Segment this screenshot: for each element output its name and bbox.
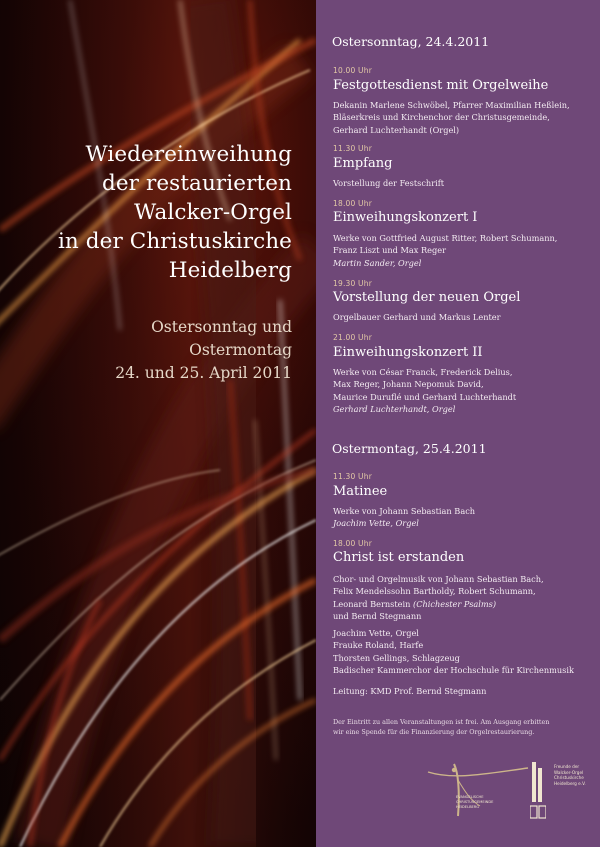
performer: Badischer Kammerchor der Hochschule für Kirchenmusik bbox=[333, 664, 574, 675]
event-line: Orgelbauer Gerhard und Markus Lenter bbox=[333, 312, 501, 322]
event-performer: Gerhard Luchterhandt, Orgel bbox=[333, 403, 456, 414]
performer: Frauke Roland, Harfe bbox=[333, 640, 424, 651]
logo-line: Freunde der bbox=[554, 764, 580, 769]
title-line: Wiedereinweihung bbox=[85, 142, 292, 167]
event-line: Werke von Gottfried August Ritter, Robert Schumann, bbox=[333, 233, 558, 243]
event-performer: Joachim Vette, Orgel bbox=[333, 518, 419, 529]
event-line: Maurice Duruflé und Gerhard Luchterhandt bbox=[333, 391, 517, 402]
event-description bbox=[333, 573, 544, 622]
event-line: Werke von César Franck, Frederick Delius, bbox=[333, 367, 513, 377]
event-time: 18.00 Uhr bbox=[333, 539, 372, 548]
poster-dates bbox=[12, 316, 292, 385]
event-line: Dekanin Marlene Schwöbel, Pfarrer Maximilian Heßlein, bbox=[333, 100, 570, 110]
event-time: 18.00 Uhr bbox=[333, 199, 372, 208]
work-title: (Chichester Psalms) bbox=[413, 598, 497, 609]
event-line: Max Reger, Johann Nepomuk David, bbox=[333, 379, 484, 390]
logo-line: Christuskirche bbox=[554, 775, 584, 780]
event-line: Felix Mendelssohn Bartholdy, Robert Schumann, bbox=[333, 586, 536, 597]
performer: Joachim Vette, Orgel bbox=[333, 628, 419, 638]
organ-pipes-logo bbox=[530, 760, 546, 820]
event-description bbox=[333, 311, 501, 323]
conductor: Leitung: KMD Prof. Bernd Stegmann bbox=[333, 686, 487, 696]
event-time: 21.00 Uhr bbox=[333, 333, 372, 342]
church-logo bbox=[424, 760, 534, 820]
poster-title bbox=[12, 140, 292, 285]
logo-line: Heidelberg e.V. bbox=[554, 780, 586, 786]
event-time: 10.00 Uhr bbox=[333, 66, 372, 75]
event-line: Vorstellung der Festschrift bbox=[333, 178, 445, 188]
program-panel bbox=[316, 0, 600, 847]
event-title: Vorstellung der neuen Orgel bbox=[333, 290, 521, 305]
date-line: 24. und 25. April 2011 bbox=[115, 364, 292, 382]
title-line: in der Christuskirche bbox=[57, 229, 292, 254]
event-line: Franz Liszt und Max Reger bbox=[333, 245, 447, 256]
event-time: 11.30 Uhr bbox=[333, 472, 372, 481]
event-line: Gerhard Luchterhandt (Orgel) bbox=[333, 124, 460, 135]
logo-line: HEIDELBERG bbox=[456, 805, 480, 809]
event-title: Empfang bbox=[333, 156, 393, 171]
admission-note bbox=[333, 717, 549, 737]
event-description bbox=[333, 366, 516, 415]
note-line: Der Eintritt zu allen Veranstaltungen ist frei. Am Ausgang erbitten bbox=[333, 718, 550, 726]
performer: Thorsten Gellings, Schlagzeug bbox=[333, 652, 460, 663]
event-description bbox=[333, 505, 475, 530]
day-heading: Ostersonntag, 24.4.2011 bbox=[332, 34, 490, 49]
event-line: Bläserkreis und Kirchenchor der Christusgemeinde, bbox=[333, 112, 550, 123]
event-line: und Bernd Stegmann bbox=[333, 610, 422, 621]
event-line bbox=[333, 598, 544, 610]
event-line: Chor- und Orgelmusik von Johann Sebastian Bach, bbox=[333, 574, 544, 584]
date-line: Ostermontag bbox=[189, 341, 292, 359]
logo-line: EVANGELISCHE bbox=[456, 795, 484, 799]
day-heading: Ostermontag, 25.4.2011 bbox=[332, 441, 487, 456]
note-line: wir eine Spende für die Finanzierung der Orgelrestaurierung. bbox=[333, 728, 535, 736]
event-title: Einweihungskonzert II bbox=[333, 345, 483, 360]
event-title: Matinee bbox=[333, 484, 388, 499]
event-title: Festgottesdienst mit Orgelweihe bbox=[333, 78, 549, 93]
event-performer: Martin Sander, Orgel bbox=[333, 257, 422, 268]
performer-list bbox=[333, 627, 574, 676]
title-line: Heidelberg bbox=[168, 258, 292, 283]
event-description bbox=[333, 177, 444, 189]
logo-line: Walcker-Orgel bbox=[554, 769, 584, 775]
event-time: 19.30 Uhr bbox=[333, 279, 372, 288]
event-title: Einweihungskonzert I bbox=[333, 210, 478, 225]
date-line: Ostersonntag und bbox=[151, 318, 292, 336]
event-description bbox=[333, 232, 557, 269]
event-time: 11.30 Uhr bbox=[333, 144, 372, 153]
logo-line: CHRISTUSGEMEINDE bbox=[456, 800, 494, 804]
event-line: Werke von Johann Sebastian Bach bbox=[333, 506, 476, 516]
title-line: Walcker-Orgel bbox=[134, 200, 292, 225]
event-description bbox=[333, 99, 570, 136]
event-line-text: Leonard Bernstein bbox=[333, 598, 411, 609]
title-line: der restaurierten bbox=[101, 171, 292, 196]
church-logo-text bbox=[456, 795, 493, 810]
event-title: Christ ist erstanden bbox=[333, 550, 465, 565]
friends-logo-text bbox=[554, 764, 586, 786]
